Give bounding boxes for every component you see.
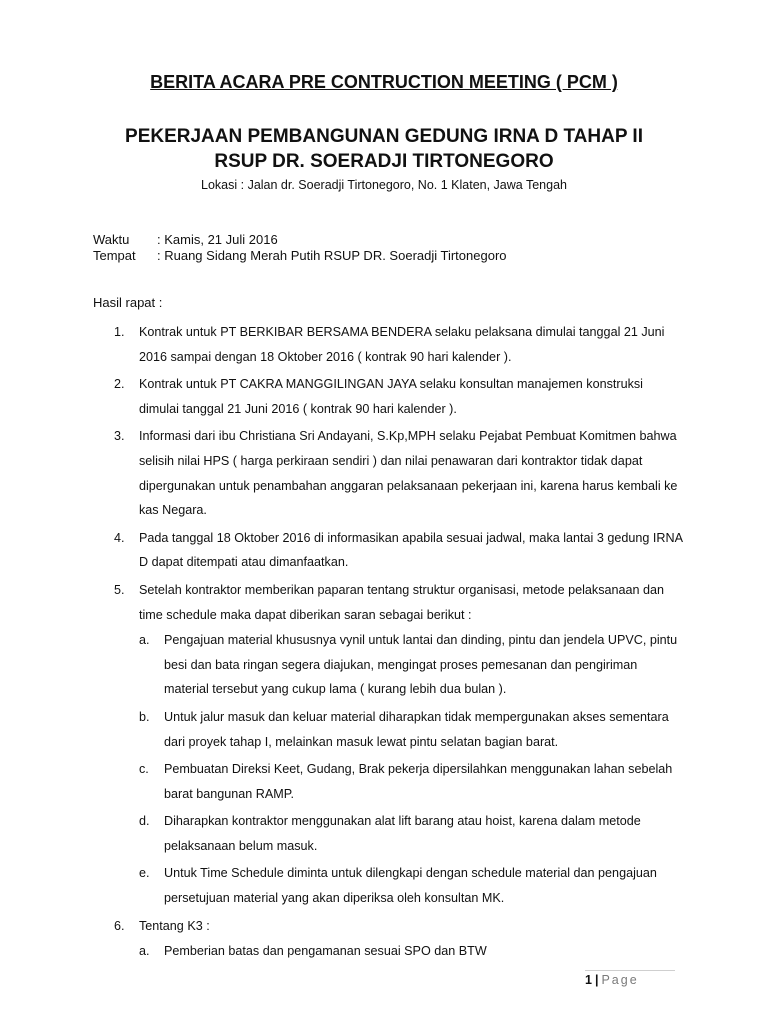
item-number: 5.: [114, 582, 125, 597]
sub-item: [139, 939, 684, 964]
item-text: Setelah kontraktor memberikan paparan tentang struktur organisasi, metode pelaksanaan dan time schedule maka dapat diberikan saran sebagai berikut :: [139, 582, 665, 622]
sub-item: [139, 757, 684, 806]
list-item: [114, 424, 684, 522]
item-text: Tentang K3 :: [139, 918, 210, 933]
item-number: 4.: [114, 530, 125, 545]
document-title: BERITA ACARA PRE CONTRUCTION MEETING ( PCM ): [150, 72, 618, 92]
list-item: [114, 914, 684, 964]
item-number: 1.: [114, 325, 125, 339]
sub-item: [139, 628, 684, 702]
list-item: [114, 526, 684, 575]
meta-waktu: [93, 232, 278, 247]
sub-item: [139, 705, 684, 754]
sub-item-letter: e.: [139, 866, 150, 881]
sub-item-letter: b.: [139, 709, 150, 724]
project-title-line1: PEKERJAAN PEMBANGUNAN GEDUNG IRNA D TAHAP II: [125, 126, 643, 147]
sub-item-letter: a.: [139, 944, 150, 959]
sub-item-letter: c.: [139, 762, 149, 777]
waktu-value: : Kamis, 21 Juli 2016: [157, 232, 278, 247]
page-footer: [585, 970, 675, 987]
tempat-label: Tempat: [93, 248, 136, 263]
sub-item-text: Untuk Time Schedule diminta untuk dilengkapi dengan schedule material dan pengajuan persetujuan material yang akan diperiksa oleh konsultan MK.: [164, 866, 657, 906]
location-line: Lokasi : Jalan dr. Soeradji Tirtonegoro, No. 1 Klaten, Jawa Tengah: [201, 178, 567, 192]
hasil-rapat-label: Hasil rapat :: [93, 295, 163, 310]
list-item: [114, 372, 684, 421]
sub-item-text: Pengajuan material khususnya vynil untuk lantai dan dinding, pintu dan jendela UPVC, pintu besi dan bata ringan segera diajukan, mengingat proses pemesanan dan pengiriman material tersebut yang cukup lama ( kurang lebih dua bulan ).: [164, 633, 678, 697]
item-text: Kontrak untuk PT CAKRA MANGGILINGAN JAYA selaku konsultan manajemen konstruksi dimulai tanggal 21 Juni 2016 ( kontrak 90 hari kalender ).: [139, 377, 643, 416]
footer-separator: |: [594, 973, 599, 987]
item-text: Kontrak untuk PT BERKIBAR BERSAMA BENDERA selaku pelaksana dimulai tanggal 21 Juni 2016 sampai dengan 18 Oktober 2016 ( kontrak 90 hari kalender ).: [139, 325, 665, 364]
item-number: 6.: [114, 918, 125, 933]
meta-tempat: [93, 248, 507, 263]
sub-item-text: Diharapkan kontraktor menggunakan alat lift barang atau hoist, karena dalam metode pelaksanaan belum masuk.: [164, 814, 641, 853]
tempat-value: : Ruang Sidang Merah Putih RSUP DR. Soeradji Tirtonegoro: [157, 248, 507, 263]
page-number: 1: [585, 973, 592, 987]
list-item: [114, 578, 684, 911]
sub-item: [139, 809, 684, 858]
sub-item-letter: d.: [139, 814, 150, 829]
waktu-label: Waktu: [93, 232, 130, 247]
sub-list: [139, 628, 684, 911]
list-item: [114, 320, 684, 369]
item-number: 3.: [114, 429, 125, 444]
sub-list: [139, 939, 684, 964]
sub-item-text: Pemberian batas dan pengamanan sesuai SPO dan BTW: [164, 944, 487, 959]
project-title-line2: RSUP DR. SOERADJI TIRTONEGORO: [214, 151, 554, 172]
sub-item-letter: a.: [139, 633, 150, 648]
sub-item-text: Untuk jalur masuk dan keluar material diharapkan tidak mempergunakan akses sementara dari proyek tahap I, melainkan masuk lewat pintu selatan bagian barat.: [164, 709, 669, 749]
item-number: 2.: [114, 377, 125, 392]
sub-item: [139, 861, 684, 910]
sub-item-text: Pembuatan Direksi Keet, Gudang, Brak pekerja dipersilahkan menggunakan lahan sebelah barat bangunan RAMP.: [164, 762, 673, 801]
item-text: Pada tanggal 18 Oktober 2016 di informasikan apabila sesuai jadwal, maka lantai 3 gedung IRNA D dapat ditempati atau dimanfaatkan.: [139, 530, 683, 570]
item-text: Informasi dari ibu Christiana Sri Andayani, S.Kp,MPH selaku Pejabat Pembuat Komitmen bahwa selisih nilai HPS ( harga perkiraan sendiri ) dan nilai penawaran dari kontraktor tidak dapat dipergunakan untuk penambahan anggaran pelaksanaan pekerjaan ini, karena harus kembali ke kas Negara.: [139, 429, 678, 518]
page-label: Page: [601, 973, 639, 987]
results-list: [114, 320, 684, 967]
